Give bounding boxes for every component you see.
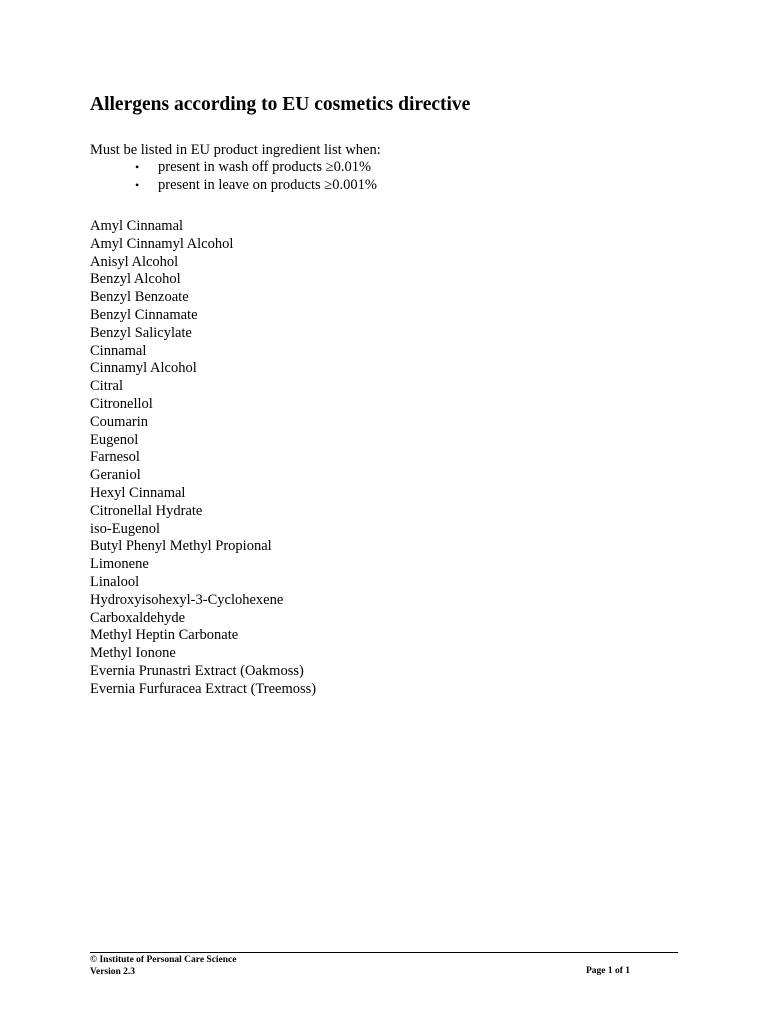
allergen-item: Butyl Phenyl Methyl Propional — [90, 538, 272, 555]
condition-text: present in wash off products ≥0.01% — [158, 159, 372, 175]
conditions-list — [90, 159, 377, 194]
condition-item — [90, 177, 377, 195]
allergen-item: Benzyl Salicylate — [90, 324, 192, 341]
version-text: Version 2.3 — [90, 966, 136, 977]
allergen-item: Eugenol — [90, 431, 139, 448]
allergen-item: Coumarin — [90, 413, 148, 430]
copyright-text: © Institute of Personal Care Science — [90, 955, 237, 965]
footer-left — [90, 955, 237, 978]
allergen-item: Amyl Cinnamyl Alcohol — [90, 235, 234, 252]
allergen-item: Anisyl Alcohol — [90, 253, 179, 270]
allergen-item: Citronellal Hydrate — [90, 502, 203, 519]
allergen-item: Citral — [90, 378, 124, 395]
allergen-item: Benzyl Cinnamate — [90, 306, 198, 323]
footer-divider — [90, 952, 678, 953]
allergen-item: Geraniol — [90, 467, 141, 484]
allergen-item: Hydroxyisohexyl-3-Cyclohexene — [90, 591, 284, 608]
allergen-list — [90, 218, 316, 699]
page-number: Page 1 of 1 — [586, 966, 631, 976]
allergen-item: Farnesol — [90, 449, 140, 466]
allergen-item: Carboxaldehyde — [90, 609, 186, 626]
intro-text: Must be listed in EU product ingredient list when: — [90, 142, 381, 158]
bullet-icon: • — [135, 160, 140, 174]
allergen-item: Citronellol — [90, 395, 153, 412]
allergen-item: iso-Eugenol — [90, 520, 161, 537]
allergen-item: Methyl Heptin Carbonate — [90, 627, 239, 644]
allergen-item: Cinnamyl Alcohol — [90, 360, 197, 377]
allergen-item: Benzyl Alcohol — [90, 271, 181, 288]
allergen-item: Evernia Prunastri Extract (Oakmoss) — [90, 662, 304, 679]
allergen-item: Amyl Cinnamal — [90, 218, 184, 234]
condition-text: present in leave on products ≥0.001% — [158, 176, 377, 193]
bullet-icon: • — [135, 177, 140, 192]
allergen-item: Cinnamal — [90, 342, 147, 359]
allergen-item: Evernia Furfuracea Extract (Treemoss) — [90, 680, 317, 697]
allergen-item: Limonene — [90, 556, 149, 573]
condition-item — [90, 159, 377, 177]
document-title: Allergens according to EU cosmetics directive — [90, 94, 471, 115]
allergen-item: Hexyl Cinnamal — [90, 484, 186, 501]
allergen-item: Methyl Ionone — [90, 645, 176, 662]
allergen-item: Benzyl Benzoate — [90, 289, 189, 306]
allergen-item: Linalool — [90, 573, 140, 590]
